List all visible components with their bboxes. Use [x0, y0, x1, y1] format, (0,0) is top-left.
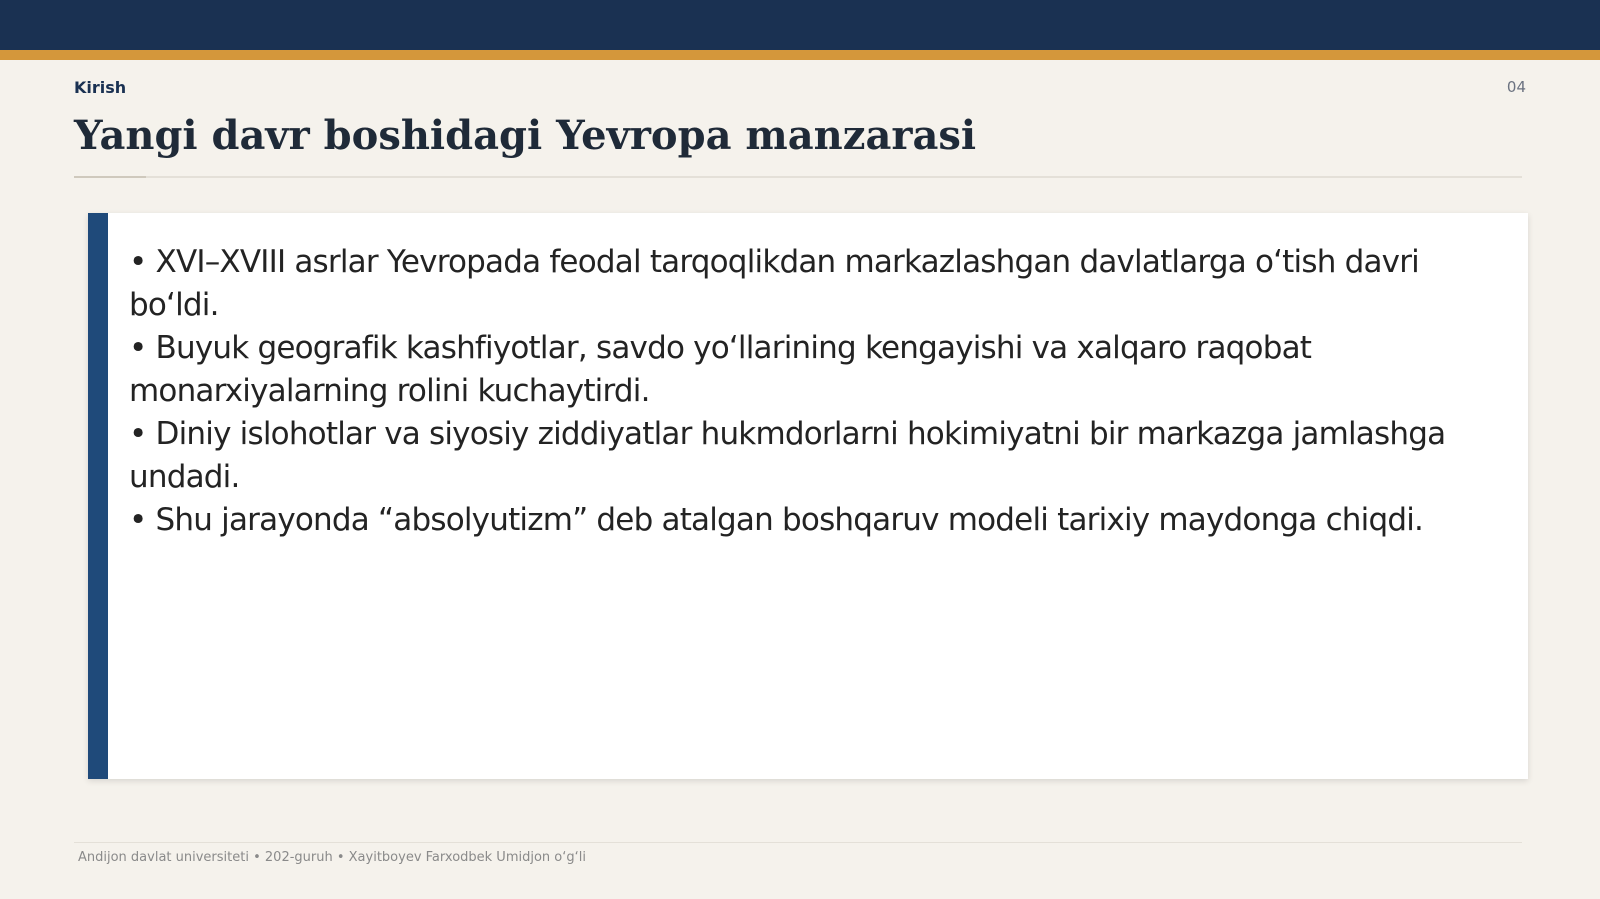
header-accent-stripe — [0, 50, 1600, 60]
title-divider-accent — [74, 176, 146, 178]
page-title: Yangi davr boshidagi Yevropa manzarasi — [74, 112, 977, 159]
header-bar — [0, 0, 1600, 50]
bullet-item: • Shu jarayonda “absolyutizm” deb atalgan boshqaruv modeli tarixiy maydonga chiqdi. — [129, 502, 1424, 538]
bullet-item: • Buyuk geografik kashfiyotlar, savdo yo‘llarining kengayishi va xalqaro raqobat monarxiyalarning rolini kuchaytirdi. — [129, 330, 1312, 409]
section-label: Kirish — [74, 78, 127, 97]
footer-text: Andijon davlat universiteti • 202-guruh • Xayitboyev Farxodbek Umidjon o‘g‘li — [78, 850, 586, 865]
footer-divider — [74, 842, 1522, 843]
card-accent-bar — [88, 213, 108, 779]
slide-number: 04 — [1506, 78, 1526, 96]
bullet-item: • XVI–XVIII asrlar Yevropada feodal tarqoqlikdan markazlashgan davlatlarga o‘tish davri bo‘ldi. — [129, 244, 1419, 323]
bullet-list — [129, 241, 1504, 542]
content-card — [88, 213, 1528, 779]
title-divider — [74, 176, 1522, 178]
bullet-item: • Diniy islohotlar va siyosiy ziddiyatlar hukmdorlarni hokimiyatni bir markazga jamlashga undadi. — [129, 416, 1446, 495]
